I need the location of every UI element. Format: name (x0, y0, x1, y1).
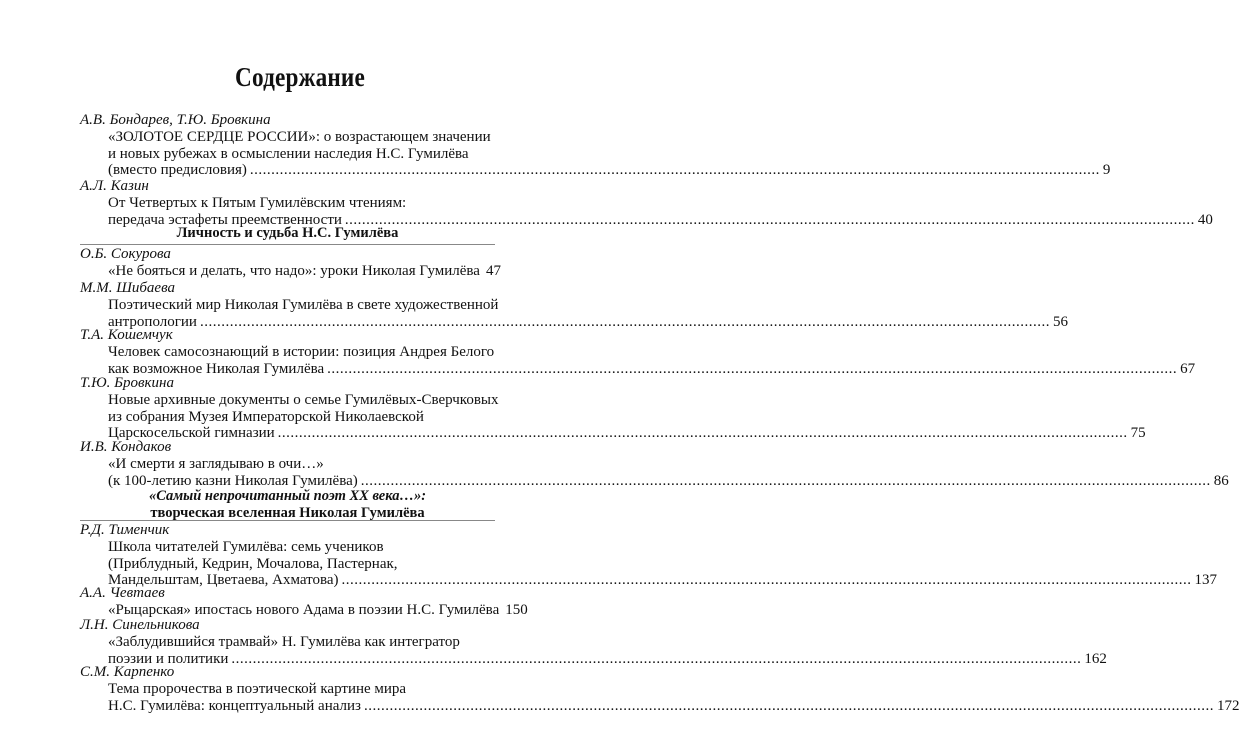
entry-title-line: «Заблудившийся трамвай» Н. Гумилёва как интегратор (108, 634, 460, 650)
toc-entry (80, 280, 1068, 330)
toc-entry (80, 439, 1229, 489)
toc-entry (80, 327, 1196, 377)
page-number: 40 (1197, 211, 1213, 228)
entry-authors: М.М. Шибаева (80, 280, 175, 296)
entry-authors: Л.Н. Синельникова (80, 617, 200, 633)
entry-title-line: «Рыцарская» ипостась нового Адама в поэзии Н.С. Гумилёва (108, 602, 500, 618)
toc-entry (80, 585, 528, 619)
entry-title-line: «И смерти я заглядываю в очи…» (108, 456, 324, 472)
page-number: 9 (1102, 162, 1111, 179)
entry-title-line: «ЗОЛОТОЕ СЕРДЦЕ РОССИИ»: о возрастающем значении (108, 129, 491, 145)
entry-title-line: антропологии (108, 313, 197, 330)
section-heading (80, 488, 495, 521)
entry-title-line: Царскосельской гимназии (108, 425, 275, 442)
page-number: 75 (1130, 425, 1146, 442)
entry-title-line: От Четвертых к Пятым Гумилёвским чтениям: (108, 195, 407, 211)
entry-title-line: Мандельштам, Цветаева, Ахматова) (108, 572, 339, 589)
page-number: 86 (1213, 472, 1229, 489)
entry-last-line (108, 472, 1229, 490)
entry-authors: И.В. Кондаков (80, 439, 172, 455)
entry-authors: А.Л. Казин (80, 178, 149, 194)
dot-leader (250, 162, 1100, 179)
separator-line (80, 520, 495, 521)
entry-title-line: Тема пророчества в поэтической картине мира (108, 681, 407, 697)
entry-title-line: поэзии и политики (108, 650, 229, 667)
entry-title-line: (Приблудный, Кедрин, Мочалова, Пастернак, (108, 555, 398, 572)
entry-title-line: Новые архивные документы о семье Гумилёвых-Сверчковых (108, 392, 499, 408)
page-number: 150 (505, 602, 528, 618)
entry-authors: А.В. Бондарев, Т.Ю. Бровкина (80, 112, 271, 128)
separator-line (80, 244, 495, 245)
toc-entry (80, 375, 1146, 442)
entry-authors: А.А. Чевтаев (80, 585, 165, 601)
toc-entry (80, 522, 1218, 589)
page-number: 162 (1084, 650, 1107, 667)
entry-title-line: передача эстафеты преемственности (108, 211, 342, 228)
entry-last-line (108, 263, 501, 280)
entry-title-line: из собрания Музея Императорской Николаевской (108, 408, 424, 425)
entry-title-line: Школа читателей Гумилёва: семь учеников (108, 539, 384, 555)
entry-title-line: как возможное Николая Гумилёва (108, 360, 325, 377)
entry-authors: Т.Ю. Бровкина (80, 375, 174, 391)
entry-title-line: Н.С. Гумилёва: концептуальный анализ (108, 697, 361, 714)
entry-title-line: Поэтический мир Николая Гумилёва в свете художественной (108, 297, 499, 313)
section-heading (80, 225, 495, 242)
section-heading-line: «Самый непрочитанный поэт XX века…»: (148, 488, 427, 504)
entry-title-line: (вместо предисловия) (108, 162, 247, 179)
entry-authors: Р.Д. Тименчик (80, 522, 170, 538)
entry-authors: О.Б. Сокурова (80, 246, 171, 262)
entry-authors: С.М. Карпенко (80, 664, 175, 680)
page-number: 172 (1216, 697, 1239, 714)
entry-title-line: Человек самосознающий в истории: позиция Андрея Белого (108, 344, 495, 360)
entry-authors: Т.А. Кошемчук (80, 327, 173, 343)
page-title: Содержание (235, 62, 365, 92)
section-heading-line: Личность и судьба Н.С. Гумилёва (176, 225, 399, 241)
toc-entry (80, 246, 501, 280)
dot-leader (364, 698, 1214, 715)
section-heading-line: творческая вселенная Николая Гумилёва (150, 504, 425, 521)
entry-last-line (108, 162, 1111, 179)
page-number: 56 (1052, 313, 1068, 330)
entry-title-line: «Не бояться и делать, что надо»: уроки Николая Гумилёва (108, 263, 480, 279)
entry-title-line: и новых рубежах в осмыслении наследия Н.С. Гумилёва (108, 145, 469, 162)
page-number: 67 (1180, 360, 1196, 377)
entry-last-line (108, 697, 1239, 715)
entry-title-line: (к 100-летию казни Николая Гумилёва) (108, 472, 358, 489)
toc-entry (80, 664, 1239, 714)
dot-leader (361, 473, 1211, 490)
page-number: 47 (485, 263, 501, 279)
toc-entry (80, 112, 1111, 179)
toc-entry (80, 617, 1107, 667)
toc-entry (80, 178, 1213, 228)
page-number: 137 (1194, 572, 1218, 589)
